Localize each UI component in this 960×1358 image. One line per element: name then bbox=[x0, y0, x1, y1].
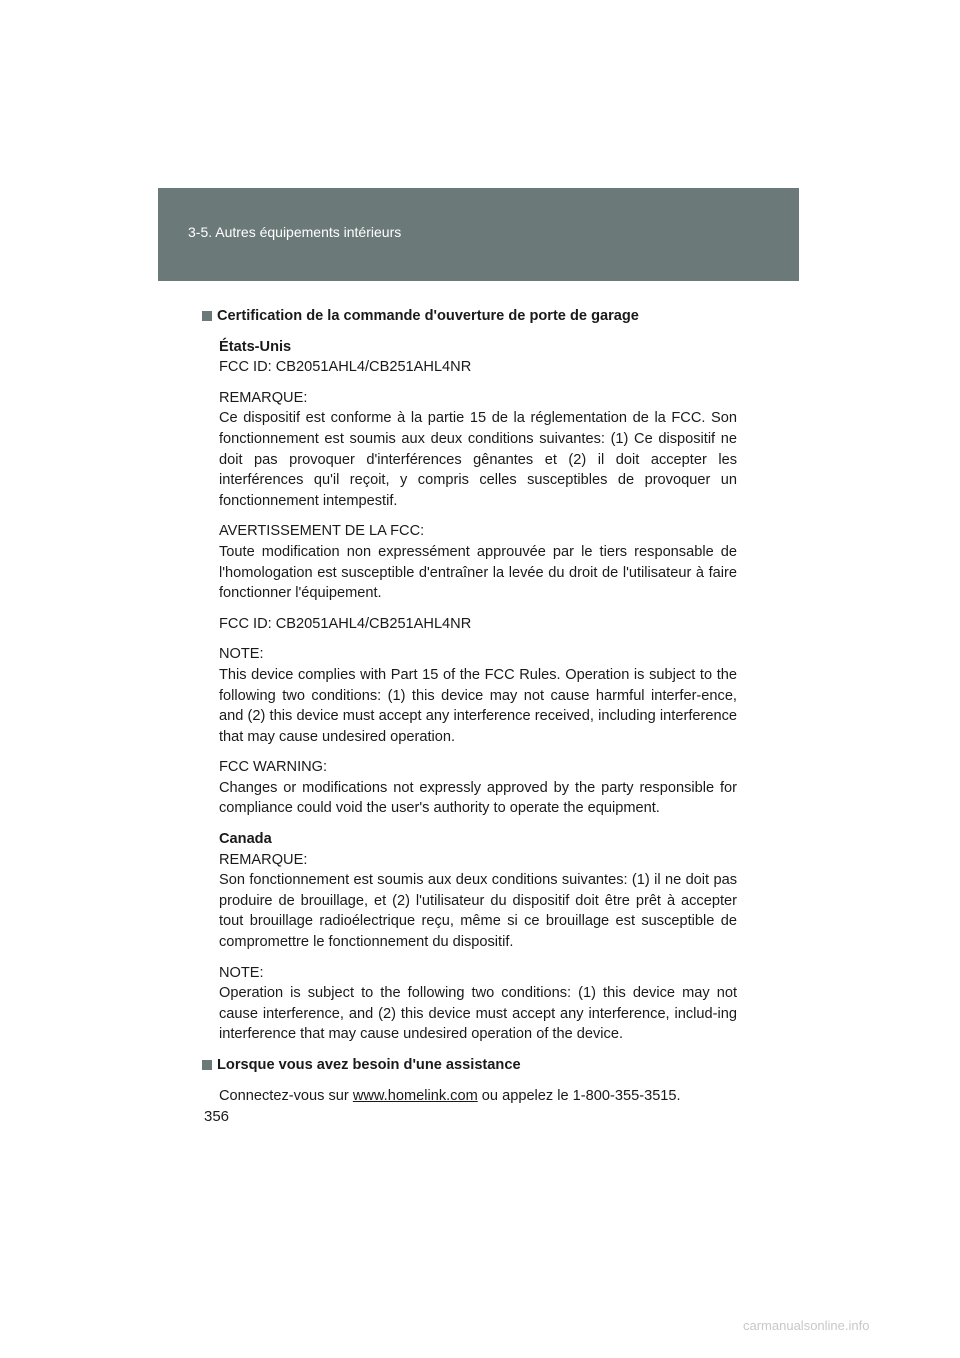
chapter-header-band bbox=[158, 188, 799, 281]
paragraph-text: FCC WARNING: Changes or modifications not expressly approved by the party responsible for compliance could void the user's authority to operate the equipment. bbox=[219, 759, 737, 817]
paragraph-fcc-id bbox=[219, 614, 737, 635]
watermark-text: carmanualsonline.info bbox=[743, 1318, 870, 1333]
paragraph-text: AVERTISSEMENT DE LA FCC: Toute modification non expressément approuvée par le tiers responsable de l'homologation est susceptible d'entraîner la levée du droit de l'utilisateur à faire fonctionner l'équipement. bbox=[219, 523, 737, 602]
paragraph-text: REMARQUE: Son fonctionnement est soumis aux deux conditions suivantes: (1) il ne doit pas produire de brouillage, et (2) l'utilisateur du dispositif doit être prêt à accepter tout brouillage radioélectrique reçu, même si ce brouillage est susceptible de compromettre le fonctionnement du dispositif. bbox=[219, 851, 737, 951]
page-content bbox=[202, 306, 737, 1116]
paragraph-text: REMARQUE: Ce dispositif est conforme à la partie 15 de la réglementation de la FCC. Son fonctionnement est soumis aux deux conditions suivantes: (1) Ce dispositif ne doit pas provoquer d'interférences gênantes et (2) il doit accepter les interférences qu'il reçoit, y compris celles susceptibles de provoquer un fonctionnement intempestif. bbox=[219, 389, 737, 509]
paragraph-canada bbox=[219, 829, 737, 953]
assist-prefix: Connectez-vous sur bbox=[219, 1087, 353, 1104]
paragraph-note-en bbox=[219, 644, 737, 747]
subheading-canada: Canada bbox=[219, 831, 272, 848]
section-heading-assistance bbox=[202, 1055, 737, 1076]
square-bullet-icon bbox=[202, 311, 212, 321]
paragraph-text: FCC ID: CB2051AHL4/CB251AHL4NR bbox=[219, 359, 472, 376]
page-number: 356 bbox=[204, 1108, 230, 1125]
section-heading-certification bbox=[202, 306, 737, 327]
paragraph-text: FCC ID: CB2051AHL4/CB251AHL4NR bbox=[219, 615, 472, 632]
section-title: 3-5. Autres équipements intérieurs bbox=[188, 224, 402, 240]
paragraph-text: NOTE: This device complies with Part 15 of the FCC Rules. Operation is subject to the following two conditions: (1) this device may not cause harmful interfer-ence, and (2) this device must accept any interference received, including interference that may cause undesired operation. bbox=[219, 646, 737, 745]
paragraph-usa bbox=[219, 337, 737, 378]
paragraph-fcc-warning-en bbox=[219, 757, 737, 819]
section-heading-text: Certification de la commande d'ouverture de porte de garage bbox=[217, 308, 639, 324]
paragraph-assistance bbox=[219, 1086, 737, 1107]
paragraph-remarque-fr bbox=[219, 388, 737, 512]
paragraph-avertissement-fr bbox=[219, 521, 737, 603]
paragraph-text: NOTE: Operation is subject to the following two conditions: (1) this device may not cause interference, and (2) this device must accept any interference, includ-ing interference that may cause undesired operation of the device. bbox=[219, 964, 737, 1043]
square-bullet-icon bbox=[202, 1060, 212, 1070]
homelink-link[interactable]: www.homelink.com bbox=[352, 1087, 478, 1104]
paragraph-note-canada-en bbox=[219, 963, 737, 1045]
subheading-usa: États-Unis bbox=[219, 338, 292, 355]
assist-suffix: ou appelez le 1-800-355-3515. bbox=[477, 1087, 681, 1104]
section-heading-text: Lorsque vous avez besoin d'une assistance bbox=[217, 1057, 521, 1073]
